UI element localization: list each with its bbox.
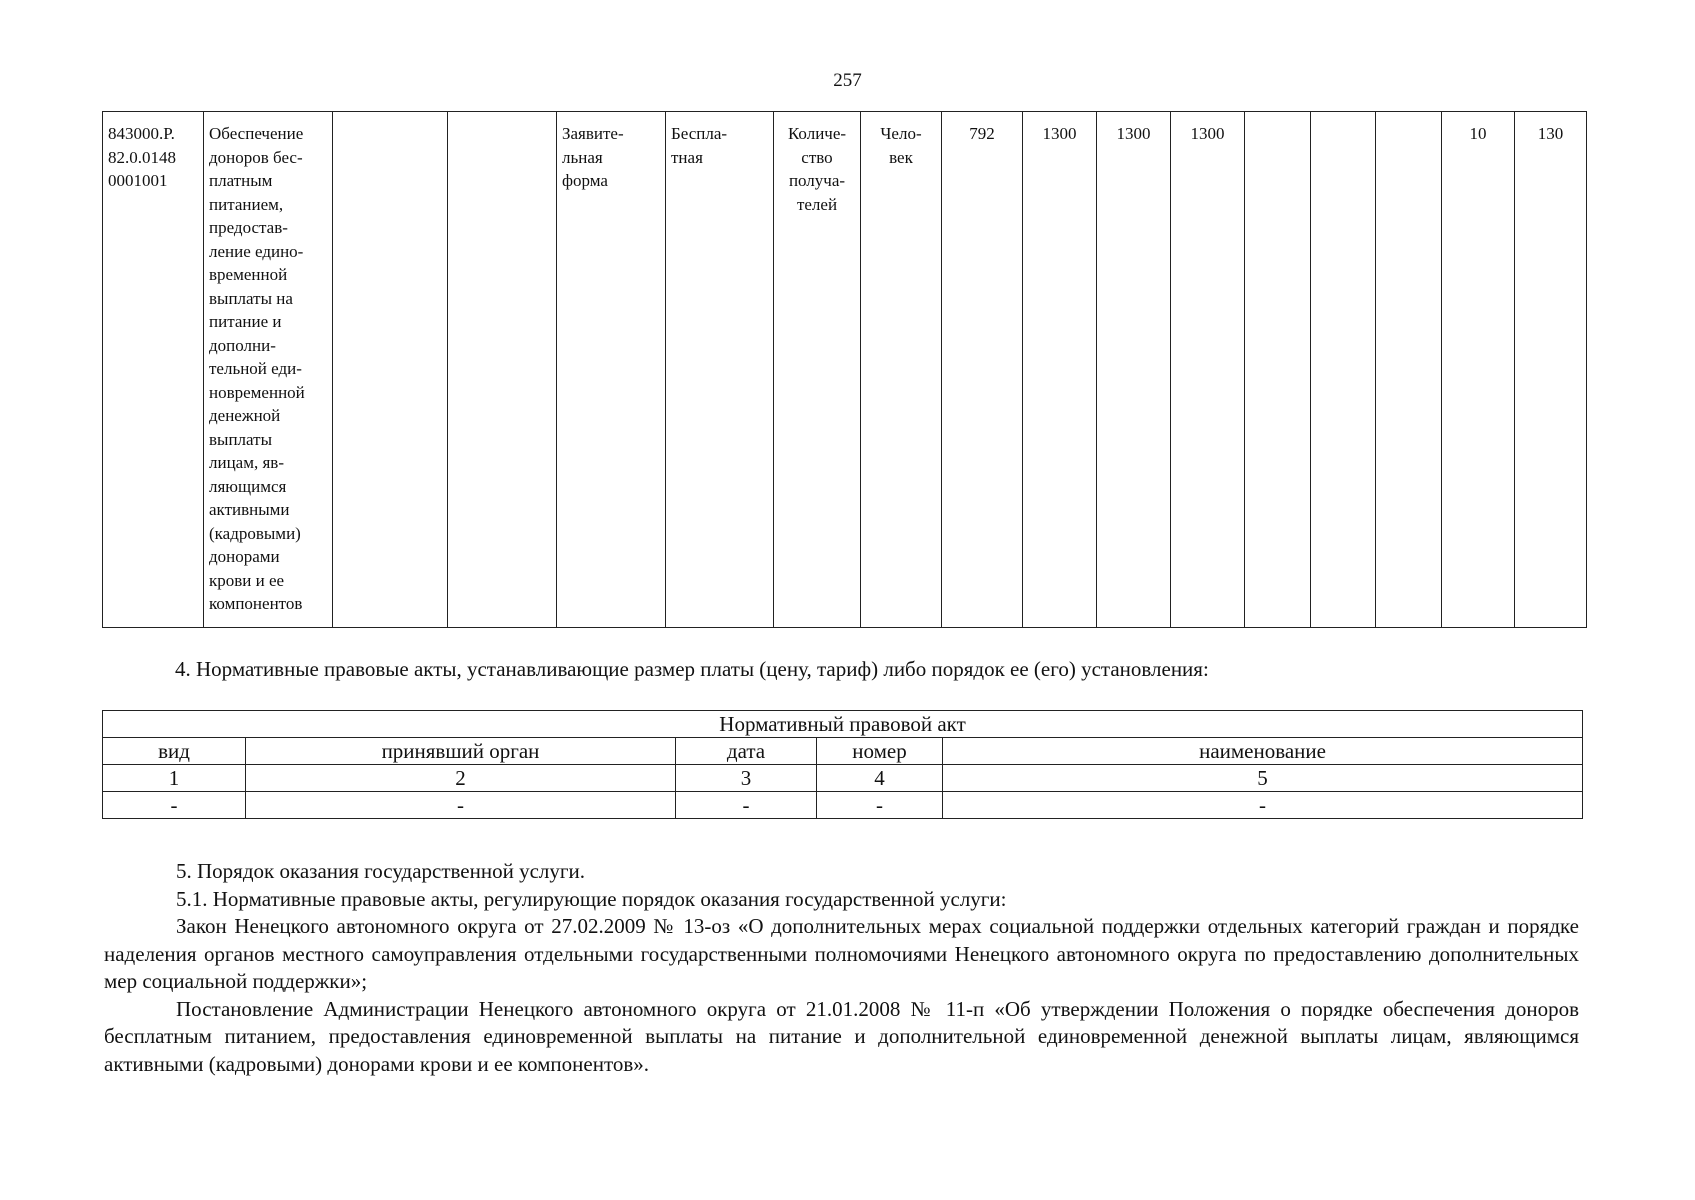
number-cell: 2: [246, 765, 676, 792]
header-cell: наименование: [943, 738, 1583, 765]
unit-code-cell: 792: [942, 112, 1023, 628]
service-content-cell: Обеспечение доноров бес- платным питанием, предостав- ление едино- временной выплаты на питание и дополни- тельной еди- новременной денежной выплаты лицам, яв- ляющимся активными (кадровыми) донорами крови и ее компонентов: [204, 112, 333, 628]
value-cell: 1300: [1171, 112, 1245, 628]
number-cell: 1: [103, 765, 246, 792]
value-cell: 1300: [1097, 112, 1171, 628]
table-title-row: [103, 711, 1583, 738]
table-title: Нормативный правовой акт: [103, 711, 1583, 738]
deviation-absolute-cell: 130: [1515, 112, 1587, 628]
header-cell: вид: [103, 738, 246, 765]
value-cell: -: [246, 792, 676, 819]
value-cell: -: [676, 792, 817, 819]
empty-cell: [1376, 112, 1442, 628]
body-text: [104, 858, 1579, 1078]
number-cell: 3: [676, 765, 817, 792]
number-cell: 4: [817, 765, 943, 792]
section-4-heading: 4. Нормативные правовые акты, устанавливающие размер платы (цену, тариф) либо порядок ее (его) установления:: [175, 657, 1209, 681]
table-row: [103, 792, 1583, 819]
registry-code-cell: 843000.Р. 82.0.0148 0001001: [103, 112, 204, 628]
table-row: [103, 112, 1587, 628]
value-cell: -: [817, 792, 943, 819]
law-paragraph: Закон Ненецкого автономного округа от 27.02.2009 № 13-оз «О дополнительных мерах социальной поддержки отдельных категорий граждан и порядке наделения органов местного самоуправления отдельными государственными полномочиями Ненецкого автономного округа по предоставлению дополнительных мер социальной поддержки»;: [104, 914, 1579, 993]
section-5-1-heading: 5.1. Нормативные правовые акты, регулирующие порядок оказания государственной услуги:: [176, 886, 1007, 911]
resolution-paragraph: Постановление Администрации Ненецкого автономного округа от 21.01.2008 № 11-п «Об утверждении Положения о порядке обеспечения доноров бесплатным питанием, предоставления единовременной выплаты на питание и дополнительной единовременной денежной выплаты лицам, являющимся активными (кадровыми) донорами крови и ее компонентов».: [104, 996, 1579, 1076]
payment-cell: Беспла- тная: [666, 112, 774, 628]
value-cell: -: [103, 792, 246, 819]
empty-cell: [1311, 112, 1376, 628]
header-cell: номер: [817, 738, 943, 765]
deviation-percent-cell: 10: [1442, 112, 1515, 628]
section-5-heading: 5. Порядок оказания государственной услуги.: [176, 859, 585, 883]
page-number: 257: [833, 70, 862, 91]
unit-name-cell: Чело- век: [861, 112, 942, 628]
number-cell: 5: [943, 765, 1583, 792]
header-cell: дата: [676, 738, 817, 765]
empty-cell: [448, 112, 557, 628]
header-cell: принявший орган: [246, 738, 676, 765]
table-number-row: [103, 765, 1583, 792]
value-cell: -: [943, 792, 1583, 819]
form-cell: Заявите- льная форма: [557, 112, 666, 628]
table-header-row: [103, 738, 1583, 765]
legal-acts-table: [102, 710, 1583, 819]
empty-cell: [333, 112, 448, 628]
empty-cell: [1245, 112, 1311, 628]
indicator-name-cell: Количе- ство получа- телей: [774, 112, 861, 628]
value-cell: 1300: [1023, 112, 1097, 628]
service-indicators-table: [102, 111, 1587, 628]
